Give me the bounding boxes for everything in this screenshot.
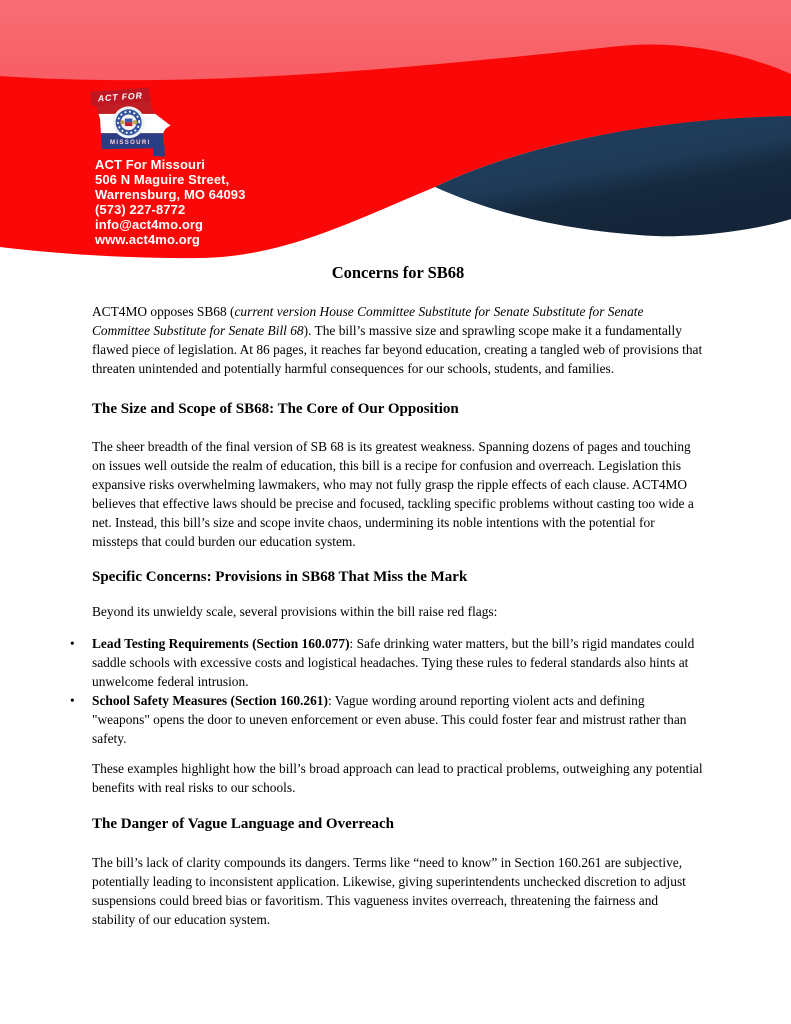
list-item-school-safety [92, 691, 704, 748]
document-body [92, 252, 704, 929]
contact-line-org: ACT For Missouri [95, 157, 205, 172]
vague-language-paragraph: The bill’s lack of clarity compounds its dangers. Terms like “need to know” in Section 160.261 are subjective, potentially leading to inconsistent application. Likewise, giving superintendents unchecked discretion to adjust suspensions could breed bias or favoritism. This vagueness invites overreach, threatening the fairness and stability of our education system. [92, 855, 686, 927]
missouri-state-label: MISSOURI [110, 140, 151, 147]
size-and-scope-paragraph: The sheer breadth of the final version of SB 68 is its greatest weakness. Spanning dozens of pages and touching on issues well outside the realm of education, this bill is a recipe for confusion and overreach. Legislation this expansive risks overwhelming lawmakers, who may not fully grasp the ripple effects of each clause. ACT4MO believes that effective laws should be precise and focused, tackling specific problems without casting too wide a net. Instead, this bill’s size and scope invite chaos, undermining its noble intentions with the potential for missteps that could burden our education system. [92, 439, 694, 549]
contact-line-website: www.act4mo.org [95, 232, 200, 247]
intro-text-italic: current version House Committee Substitute for Senate Substitute for Senate Committee Substitute for Senate Bill 68 [92, 304, 644, 338]
act4mo-logo [90, 87, 174, 161]
specific-concerns-intro: Beyond its unwieldy scale, several provisions within the bill raise red flags: [92, 604, 498, 619]
lead-testing-text: : Safe drinking water matters, but the bill’s rigid mandates could saddle schools with excessive costs and logistical headaches. Tying these rules to federal standards also hints at unwelcome federal intrusion. [92, 636, 695, 689]
contact-block [95, 157, 245, 247]
contact-line-email: info@act4mo.org [95, 217, 204, 232]
contact-line-phone: (573) 227-8772 [95, 202, 186, 217]
heading-specific-concerns: Specific Concerns: Provisions in SB68 That Miss the Mark [92, 569, 468, 585]
intro-text-post: ). The bill’s massive size and sprawling scope make it a fundamentally flawed piece of legislation. At 86 pages, it reaches far beyond education, creating a tangled web of provisions that threaten unintended and potentially harmful consequences for our schools, students, and families. [92, 323, 703, 376]
school-safety-label: School Safety Measures (Section 160.261) [92, 693, 328, 708]
intro-text-pre: ACT4MO opposes SB68 ( [92, 304, 235, 319]
missouri-seal-icon [113, 106, 145, 138]
concerns-list [92, 634, 704, 748]
page-title: Concerns for SB68 [331, 263, 465, 282]
examples-paragraph: These examples highlight how the bill’s broad approach can lead to practical problems, outweighing any potential benefits with real risks to our schools. [92, 761, 703, 795]
list-item-lead-testing [92, 634, 704, 691]
lead-testing-label: Lead Testing Requirements (Section 160.077) [92, 636, 350, 651]
contact-line-city: Warrensburg, MO 64093 [95, 187, 246, 202]
heading-vague-language: The Danger of Vague Language and Overreach [92, 816, 394, 832]
heading-size-and-scope: The Size and Scope of SB68: The Core of Our Opposition [92, 401, 459, 417]
intro-paragraph [92, 302, 704, 378]
contact-line-street: 506 N Maguire Street, [95, 172, 230, 187]
act-for-banner-label: ACT FOR [97, 90, 144, 104]
school-safety-text: : Vague wording around reporting violent acts and defining "weapons" opens the door to uneven enforcement or even abuse. This could foster fear and mistrust rather than safety. [92, 693, 687, 746]
